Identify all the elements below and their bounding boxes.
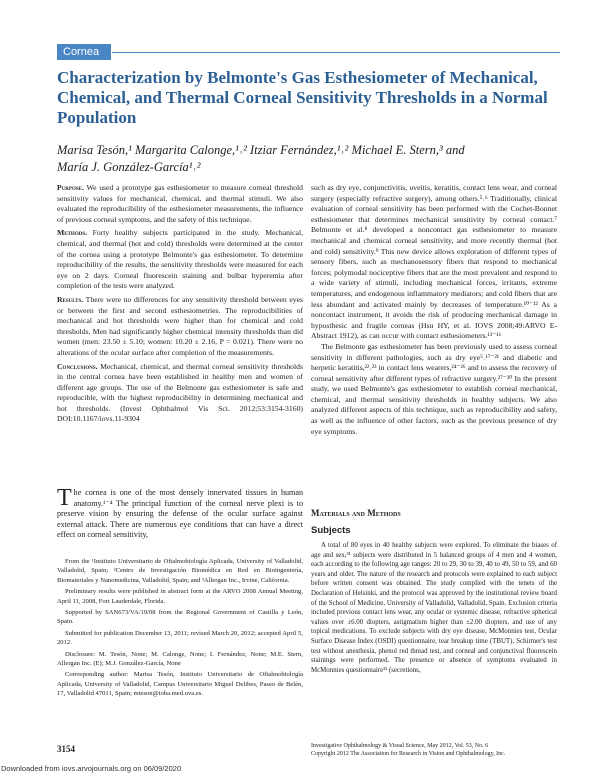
intro-paragraph-3: The Belmonte gas esthesiometer has been previously used to assess corneal sensitivity in different pathologies, such as dry eye⁵˒¹⁷⁻²¹ and diabetic and herpetic keratitis,²²˒²³ in contact lens wearers,²⁴⁻²⁶ and to assess the recovery of corneal sensitivity after different types of refractive surgery.²⁷⁻³⁰ In the present study, we used Belmonte's gas esthesiometer to establish corneal mechanical, chemical, and thermal sensitivity thresholds in healthy subjects. We also analyzed different aspects of this technique, such as reproducibility and safety, as well as the influence of other factors, such as the previous presence of dry eye symptoms. [311, 341, 557, 436]
section-heading-methods: Materials and Methods [311, 508, 401, 518]
subjects-text: A total of 80 eyes in 40 healthy subjects were explored. To eliminate the biases of age and sex,³¹ subjects were distributed in 5 balanced groups of 4 men and 4 women, each according to the following age ranges: 20 to 29, 30 to 39, 40 to 49, 50 to 59, and 60 years and older. The nature of the research and protocols were explained to each subject before written consent was obtained. The study complied with the tenets of the Declaration of Helsinki, and the protocol was approved by the institutional review board of the School of Medicine, University of Valladolid, Valladolid, Spain. Exclusion criteria included previous contact lens wear, any ocular or systemic disease, refractive spherical values over ±6.00 diopters, astigmatism higher than ±2.00 diopters, and use of any topical medications. To exclude subjects with dry eye disease, McMonnies test, Ocular Surface Disease Index (OSDI) questionnaire, tear breakup time (TBUT), Schirmer's test test without anesthesia, phenol red thread test, and corneal and conjunctival fluorescein stainings were performed. The presence or absence of symptoms evaluated in McMonnies questionnaire³² (secretions, [311, 542, 557, 674]
footnote-preliminary: Preliminary results were published in abstract form at the ARVO 2008 Annual Meeting, April 11, 2008, Fort Lauderdale, Florida. [57, 588, 303, 605]
introduction [57, 485, 303, 541]
methods-text: Forty healthy subjects participated in the study. Mechanical, chemical, and thermal (hot and cold) thresholds were determined at the center of the cornea using a prototype Belmonte's gas esthesiometer. To determine reproducibility of the results, the sensitivity thresholds were measured for each eye on 2 days. Corneal fluorescein staining and bulbar hyperemia after completion of the tests were analyzed. [57, 228, 303, 291]
article-title: Characterization by Belmonte's Gas Esthesiometer of Mechanical, Chemical, and Thermal Corneal Sensitivity Thresholds in a Normal Population [57, 68, 548, 127]
footnote-support: Supported by SAN673/VA/19/08 from the Regional Government of Castilla y León, Spain. [57, 609, 303, 626]
journal-citation [311, 742, 557, 758]
download-notice: Downloaded from iovs.arvojournals.org on 06/09/2020 [1, 764, 182, 773]
abstract-purpose [57, 183, 303, 225]
purpose-heading: Purpose. [57, 183, 84, 192]
abstract-methods [57, 228, 303, 292]
footnote-dates: Submitted for publication December 13, 2011; revised March 20, 2012; accepted April 5, 2012. [57, 629, 303, 647]
abstract-conclusions [57, 362, 303, 426]
conclusions-text: Mechanical, chemical, and thermal corneal sensitivity thresholds in the central cornea have been established in healthy men and women of different age groups. The use of the Belmonte gas esthesiometer is safe and reproducible, with the highest reproducibility in determining mechanical and hot thresholds. (Invest Ophthalmol Vis Sci. 2012;53:3154-3160) DOI:10.1167/iovs.11-9304 [57, 361, 303, 424]
footnote-correspondence: Corresponding author: Marisa Tesón, Instituto Universitario de Oftalmobiología Aplicada, University of Valladolid, Campus Universitario Miguel Delibes, Paseo de Belén, 17, Valladolid 47011, Spain; mteson@ioba.med.uva.es. [57, 671, 303, 698]
results-text: There were no differences for any sensitivity threshold between eyes or between the first and second esthesiometries. The reproducibilities of mechanical and hot thresholds were higher than for chemical and cold thresholds. Men had significantly higher chemical intensity thresholds than did women (men: 23.50 ± 5.10; women: 10.20 ± 2.16, P = 0.021). There were no alterations of the ocular surface after completion of the measurements. [57, 294, 303, 357]
header-rule [112, 52, 560, 53]
author-list [57, 142, 557, 176]
footnote-affiliations: From the ¹Instituto Universitario de Oftalmobiología Aplicada, University of Valladolid, Valladolid, Spain; ²Centro de Investigación Biomédica en Red en Bioingeniería, Biomateriales y Nanomedicina, Valladolid, Spain; and ³Allergan Inc., Irvine, California. [57, 558, 303, 584]
subjects-section [311, 541, 557, 677]
intro-continued [311, 183, 557, 437]
journal-line-1: Investigative Ophthalmology & Visual Science, May 2012, Vol. 53, No. 6 [311, 743, 489, 749]
intro-paragraph-2: such as dry eye, conjunctivitis, uveitis, keratitis, contact lens wear, and corneal surgery (especially refractive surgery), among others.⁵˒⁶ Traditionally, clinical evaluation of corneal sensitivity has been performed with the Cochet-Bonnet esthesiometer that determines mechanical sensitivity by corneal contact.⁷ Belmonte et al.⁸ developed a noncontact gas esthesiometer to measure mechanical and chemical corneal sensitivity, and more recently thermal (hot and cold) sensitivity.⁹ This new device allows exploration of different types of sensory fibers, such as mechanosensory fibers that respond to mechanical forces; polymodal nociceptive fibers that are the most prevalent and respond to a wide variety of stimuli, including mechanical forces, irritants, extreme temperatures, and endogenous inflammatory mediators; and cold fibers that are less abundant and activated mainly by decreases of temperature.¹⁰⁻¹² As a noncontact instrument, it avoids the risk of producing mechanical damage in hyposthesic and fragile corneas (Hsu HY, et al. IOVS 2008;49:ARVO E-Abstract 1912), as can occur with contact esthesiometers.¹³⁻¹⁶ [311, 183, 557, 341]
authors-line-1: Marisa Tesón,¹ Margarita Calonge,¹˒² Itziar Fernández,¹˒² Michael E. Stern,³ and [57, 143, 465, 157]
section-label: Cornea [57, 44, 111, 60]
copyright-line: Copyright 2012 The Association for Research in Vision and Ophthalmology, Inc. [311, 751, 506, 757]
results-heading: Results. [57, 294, 84, 304]
drop-cap: T [57, 485, 72, 511]
abstract [57, 183, 303, 428]
purpose-text: We used a prototype gas esthesiometer to measure corneal threshold sensitivity values for mechanical, chemical, and thermal stimuli. We also evaluated the reproducibility of the esthesiometer measurements, the influence of previous corneal symptoms, and the safety of this technique. [57, 183, 303, 224]
subsection-heading-subjects: Subjects [311, 525, 351, 536]
page-number: 3154 [57, 744, 75, 754]
conclusions-heading: Conclusions. [57, 361, 98, 371]
methods-heading: Methods. [57, 228, 88, 238]
footnote-disclosure: Disclosure: M. Tesón, None; M. Calonge, None; I. Fernández, None; M.E. Stern, Allergan Inc. (E); M.J. González-García, None [57, 650, 303, 668]
authors-line-2: María J. González-García¹˒² [57, 160, 201, 174]
intro-text: he cornea is one of the most densely innervated tissues in human anatomy.¹⁻⁴ The principal function of the corneal nerve plexi is to preserve vision by ensuring the defense of the ocular surface against external attack. There are numerous eye conditions that can have a direct effect on corneal sensitivity, [57, 488, 303, 539]
footnotes [57, 557, 303, 701]
abstract-results [57, 295, 303, 359]
